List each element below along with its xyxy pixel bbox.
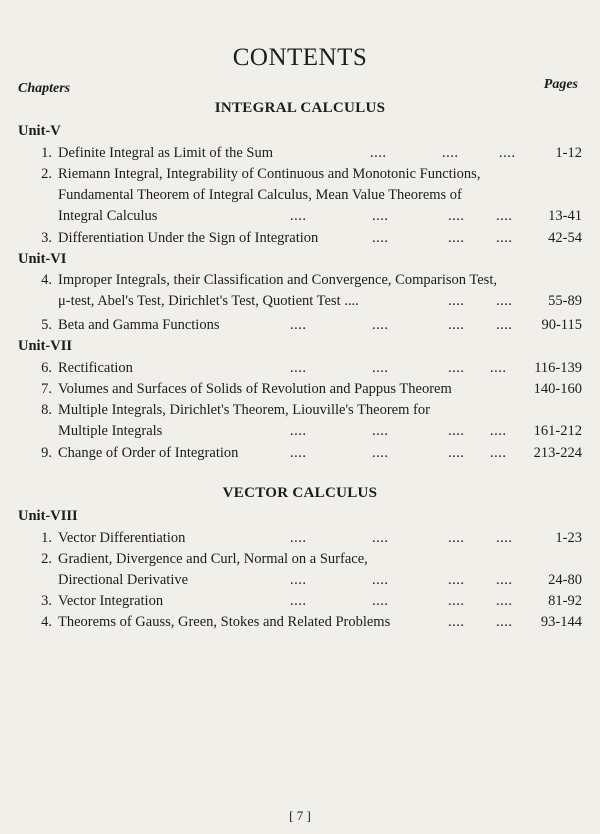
leader-dots: .... bbox=[448, 293, 465, 309]
entry-title-line: μ-test, Abel's Test, Dirichlet's Test, Quotient Test .... bbox=[58, 293, 359, 309]
leader-dots: .... bbox=[372, 445, 389, 461]
leader-dots: .... bbox=[372, 317, 389, 333]
entry-title: Beta and Gamma Functions bbox=[58, 317, 220, 333]
entry-number: 5. bbox=[41, 317, 52, 333]
entry-number: 9. bbox=[41, 445, 52, 461]
leader-dots: .... bbox=[448, 230, 465, 246]
leader-dots: .... bbox=[496, 317, 513, 333]
toc-entry bbox=[32, 612, 582, 633]
entry-title-line: Integral Calculus bbox=[58, 208, 158, 224]
leader-dots: .... bbox=[290, 208, 307, 224]
toc-entry bbox=[32, 143, 582, 164]
leader-dots: .... bbox=[496, 572, 513, 588]
leader-dots: .... bbox=[442, 145, 459, 161]
toc-entry bbox=[32, 358, 582, 379]
leader-dots: .... bbox=[372, 593, 389, 609]
leader-dots: .... bbox=[372, 208, 389, 224]
leader-dots: .... bbox=[372, 230, 389, 246]
page-number: [ 7 ] bbox=[289, 808, 311, 823]
entry-title: Definite Integral as Limit of the Sum bbox=[58, 145, 274, 161]
entry-title-line: Multiple Integrals bbox=[58, 423, 163, 439]
unit-vii-heading: Unit-VII bbox=[18, 338, 72, 354]
toc-entry bbox=[32, 400, 582, 442]
entry-title-line: Fundamental Theorem of Integral Calculus, Mean Value Theorems of bbox=[58, 187, 462, 203]
section-vector-calculus: VECTOR CALCULUS bbox=[222, 485, 378, 501]
leader-dots: .... bbox=[490, 360, 507, 376]
entry-number: 4. bbox=[41, 272, 52, 288]
entry-title: Vector Integration bbox=[58, 593, 164, 609]
leader-dots: .... bbox=[448, 360, 465, 376]
entry-title: Differentiation Under the Sign of Integration bbox=[58, 230, 319, 246]
toc-entry bbox=[32, 591, 582, 612]
unit-viii-heading: Unit-VIII bbox=[18, 508, 78, 524]
leader-dots: .... bbox=[372, 423, 389, 439]
entry-title-line: Gradient, Divergence and Curl, Normal on a Surface, bbox=[58, 551, 368, 567]
toc-entry bbox=[32, 443, 582, 464]
unit-vi-heading: Unit-VI bbox=[18, 251, 67, 267]
entry-title-line: Multiple Integrals, Dirichlet's Theorem, Liouville's Theorem for bbox=[58, 402, 430, 418]
unit-v-heading: Unit-V bbox=[18, 123, 61, 139]
section-integral-calculus: INTEGRAL CALCULUS bbox=[214, 100, 386, 116]
leader-dots: .... bbox=[496, 230, 513, 246]
entry-title: Change of Order of Integration bbox=[58, 445, 239, 461]
entry-pages: 116-139 bbox=[534, 360, 582, 376]
entry-number: 3. bbox=[41, 230, 52, 246]
entry-number: 2. bbox=[41, 551, 52, 567]
leader-dots: .... bbox=[496, 293, 513, 309]
chapters-header: Chapters bbox=[18, 81, 71, 96]
entry-title-line: Riemann Integral, Integrability of Continuous and Monotonic Functions, bbox=[58, 166, 481, 182]
page-title: CONTENTS bbox=[232, 44, 368, 71]
toc-entry bbox=[32, 315, 582, 336]
leader-dots: .... bbox=[290, 360, 307, 376]
leader-dots: .... bbox=[448, 317, 465, 333]
entry-pages: 213-224 bbox=[533, 445, 582, 461]
leader-dots: .... bbox=[490, 423, 507, 439]
entry-title-line: Improper Integrals, their Classification and Convergence, Comparison Test, bbox=[58, 272, 497, 288]
entry-title-line: Directional Derivative bbox=[58, 572, 189, 588]
entry-pages: 1-12 bbox=[555, 145, 582, 161]
entry-title: Vector Differentiation bbox=[58, 530, 186, 546]
leader-dots: .... bbox=[448, 614, 465, 630]
leader-dots: .... bbox=[372, 360, 389, 376]
entry-number: 1. bbox=[41, 530, 52, 546]
entry-pages: 90-115 bbox=[541, 317, 582, 333]
leader-dots: .... bbox=[490, 445, 507, 461]
toc-entry bbox=[32, 270, 582, 312]
leader-dots: .... bbox=[448, 593, 465, 609]
entry-pages: 13-41 bbox=[548, 208, 582, 224]
toc-entry bbox=[32, 379, 582, 400]
toc-entry bbox=[32, 528, 582, 549]
leader-dots: .... bbox=[290, 593, 307, 609]
entry-pages: 55-89 bbox=[548, 293, 582, 309]
entry-pages: 140-160 bbox=[533, 381, 582, 397]
leader-dots: .... bbox=[448, 572, 465, 588]
leader-dots: .... bbox=[370, 145, 387, 161]
toc-entry bbox=[32, 164, 582, 227]
leader-dots: .... bbox=[499, 145, 516, 161]
leader-dots: .... bbox=[290, 530, 307, 546]
toc-entry bbox=[32, 549, 582, 591]
leader-dots: .... bbox=[290, 423, 307, 439]
entry-number: 7. bbox=[41, 381, 52, 397]
leader-dots: .... bbox=[290, 572, 307, 588]
toc-entry bbox=[32, 228, 582, 249]
entry-number: 3. bbox=[41, 593, 52, 609]
entry-number: 8. bbox=[41, 402, 52, 418]
pages-header: Pages bbox=[543, 77, 578, 92]
leader-dots: .... bbox=[290, 317, 307, 333]
entry-pages: 81-92 bbox=[548, 593, 582, 609]
entry-pages: 161-212 bbox=[533, 423, 582, 439]
leader-dots: .... bbox=[372, 572, 389, 588]
leader-dots: .... bbox=[496, 208, 513, 224]
leader-dots: .... bbox=[496, 530, 513, 546]
entry-pages: 42-54 bbox=[548, 230, 582, 246]
entry-number: 6. bbox=[41, 360, 52, 376]
leader-dots: .... bbox=[496, 593, 513, 609]
leader-dots: .... bbox=[496, 614, 513, 630]
entry-pages: 93-144 bbox=[540, 614, 582, 630]
leader-dots: .... bbox=[372, 530, 389, 546]
leader-dots: .... bbox=[290, 445, 307, 461]
leader-dots: .... bbox=[448, 423, 465, 439]
leader-dots: .... bbox=[448, 445, 465, 461]
entry-pages: 1-23 bbox=[555, 530, 582, 546]
entry-pages: 24-80 bbox=[548, 572, 582, 588]
entry-title: Volumes and Surfaces of Solids of Revolution and Pappus Theorem bbox=[58, 381, 452, 397]
entry-title: Rectification bbox=[58, 360, 133, 376]
entry-number: 1. bbox=[41, 145, 52, 161]
entry-number: 4. bbox=[41, 614, 52, 630]
entry-title: Theorems of Gauss, Green, Stokes and Related Problems bbox=[58, 614, 391, 630]
leader-dots: .... bbox=[448, 530, 465, 546]
entry-number: 2. bbox=[41, 166, 52, 182]
leader-dots: .... bbox=[448, 208, 465, 224]
